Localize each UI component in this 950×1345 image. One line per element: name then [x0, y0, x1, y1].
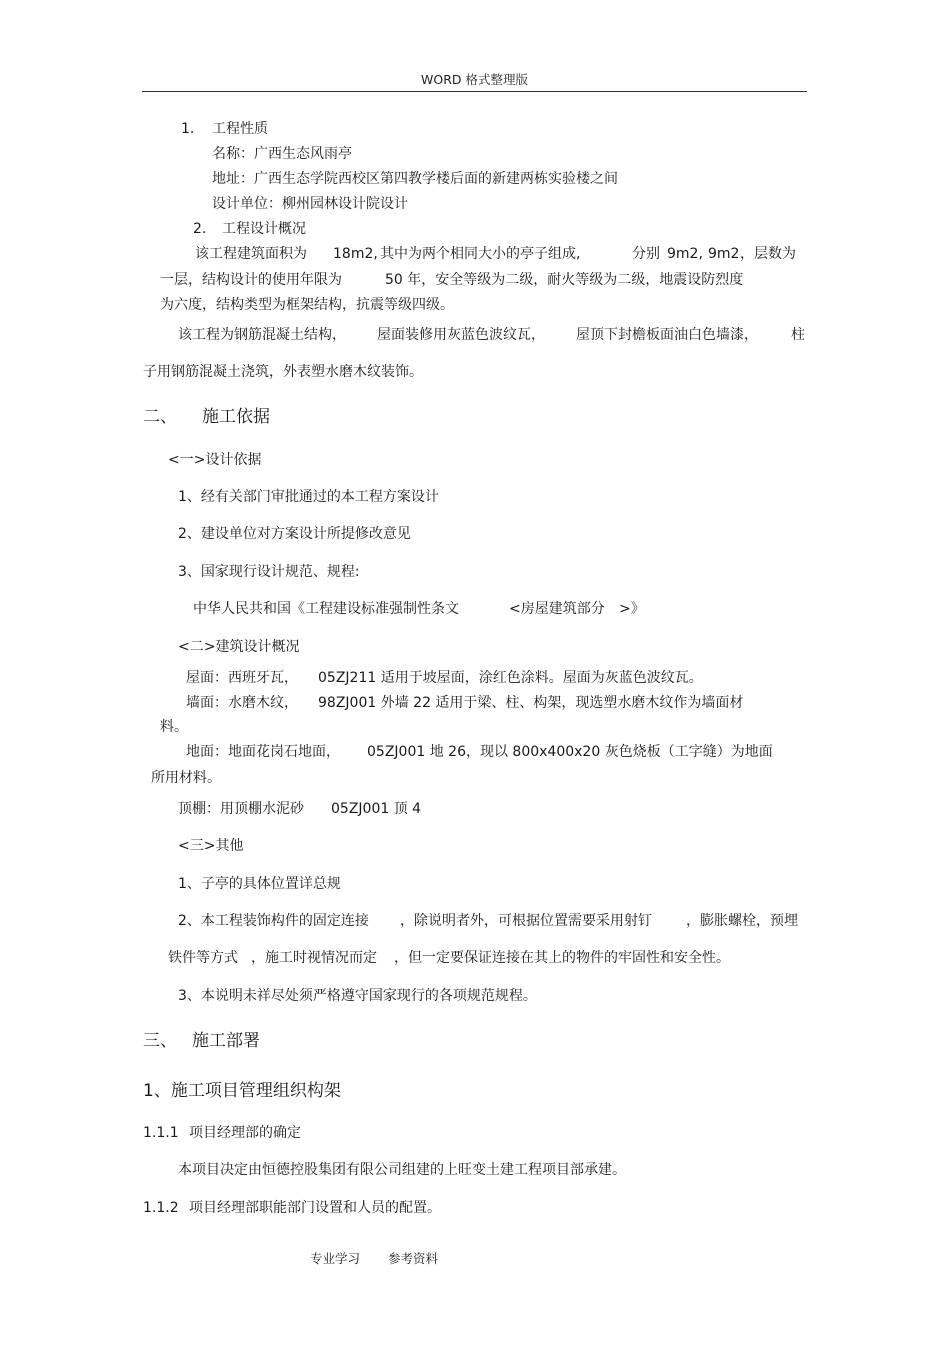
- clause-title: 项目经理部职能部门设置和人员的配置。: [189, 1200, 441, 1216]
- paragraph-text: 本项目决定由恒德控股集团有限公司组建的上旺变土建工程项目部承建。: [178, 1162, 626, 1178]
- list-item: 1、经有关部门审批通过的本工程方案设计: [178, 489, 439, 505]
- paragraph-text: 屋面装修用灰蓝色波纹瓦，: [377, 327, 545, 343]
- item-number: 2.: [193, 221, 207, 237]
- paragraph-text: 该工程建筑面积为: [195, 246, 307, 262]
- subsection-heading: <三>其他: [178, 838, 244, 854]
- spec-text: 所用材料。: [151, 770, 221, 786]
- spec-text: 98ZJ001 外墙 22 适用于梁、柱、构架，现选塑水磨木纹作为墙面材: [318, 695, 744, 711]
- paragraph-text: 一层，结构设计的使用年限为: [160, 272, 342, 288]
- list-item: 铁件等方式: [168, 950, 238, 966]
- clause-number: 1.1.1: [143, 1125, 179, 1141]
- standard-reference: >》: [619, 601, 645, 617]
- paragraph-text: 柱: [791, 327, 805, 343]
- paragraph-text: 18m2,: [333, 246, 378, 262]
- subsection-title: 1、施工项目管理组织构架: [143, 1081, 341, 1101]
- standard-reference: <房屋建筑部分: [509, 601, 605, 617]
- paragraph-text: 为六度，结构类型为框架结构，抗震等级四级。: [160, 297, 454, 313]
- spec-text: 05ZJ001 顶 4: [331, 801, 422, 817]
- section-number: 二、: [143, 407, 177, 427]
- spec-text: 屋面：西班牙瓦，: [186, 670, 298, 686]
- header-rule: [142, 91, 807, 92]
- project-address: 地址：广西生态学院西校区第四教学楼后面的新建两栋实验楼之间: [212, 171, 618, 187]
- paragraph-text: 其中为两个相同大小的亭子组成,: [380, 246, 581, 262]
- spec-text: 墙面：水磨木纹，: [186, 695, 298, 711]
- list-item: 2、本工程装饰构件的固定连接: [178, 913, 369, 929]
- design-unit: 设计单位：柳州园林设计院设计: [212, 196, 408, 212]
- list-item: 2、建设单位对方案设计所提修改意见: [178, 526, 411, 542]
- list-item: ，膨胀螺栓，预埋: [686, 913, 798, 929]
- spec-text: 地面：地面花岗石地面，: [186, 744, 340, 760]
- footer-text: 专业学习: [310, 1251, 361, 1266]
- section-number: 三、: [143, 1031, 177, 1051]
- paragraph-text: ，层数为: [740, 246, 796, 262]
- list-item: 3、本说明未祥尽处须严格遵守国家现行的各项规范规程。: [178, 988, 537, 1004]
- standard-reference: 中华人民共和国《工程建设标准强制性条文: [193, 601, 459, 617]
- footer-text: 参考资料: [388, 1251, 439, 1266]
- list-item: 1、子亭的具体位置详总规: [178, 876, 341, 892]
- paragraph-text: 子用钢筋混凝土浇筑，外表塑水磨木纹装饰。: [143, 364, 423, 380]
- section-title: 施工依据: [202, 407, 270, 427]
- project-name: 名称：广西生态风雨亭: [212, 146, 352, 162]
- list-item: 3、国家现行设计规范、规程:: [178, 564, 360, 580]
- item-label: 工程性质: [212, 121, 268, 137]
- spec-text: 料。: [160, 719, 188, 735]
- paragraph-text: 屋顶下封檐板面油白色墙漆，: [576, 327, 758, 343]
- subsection-heading: <一>设计依据: [168, 452, 262, 468]
- paragraph-text: 50 年，安全等级为二级，耐火等级为二级，地震设防烈度: [385, 272, 744, 288]
- spec-text: 05ZJ211 适用于坡屋面，涂红色涂料。屋面为灰蓝色波纹瓦。: [318, 670, 703, 686]
- item-label: 工程设计概况: [222, 221, 306, 237]
- subsection-heading: <二>建筑设计概况: [178, 639, 300, 655]
- paragraph-text: 该工程为钢筋混凝土结构，: [178, 327, 346, 343]
- paragraph-text: 9m2,: [667, 246, 703, 262]
- list-item: ，除说明者外，可根据位置需要采用射钉: [400, 913, 652, 929]
- page-header-title: WORD 格式整理版: [421, 72, 528, 87]
- spec-text: 顶棚：用顶棚水泥砂: [178, 801, 304, 817]
- clause-number: 1.1.2: [143, 1200, 179, 1216]
- list-item: ，施工时视情况而定: [251, 950, 377, 966]
- paragraph-text: 9m2: [708, 246, 740, 262]
- clause-title: 项目经理部的确定: [189, 1125, 301, 1141]
- list-item: ，但一定要保证连接在其上的物件的牢固性和安全性。: [394, 950, 730, 966]
- item-number: 1.: [181, 121, 195, 137]
- paragraph-text: 分别: [632, 246, 660, 262]
- spec-text: 05ZJ001 地 26，现以 800x400x20 灰色烧板（工字缝）为地面: [367, 744, 773, 760]
- section-title: 施工部署: [192, 1031, 260, 1051]
